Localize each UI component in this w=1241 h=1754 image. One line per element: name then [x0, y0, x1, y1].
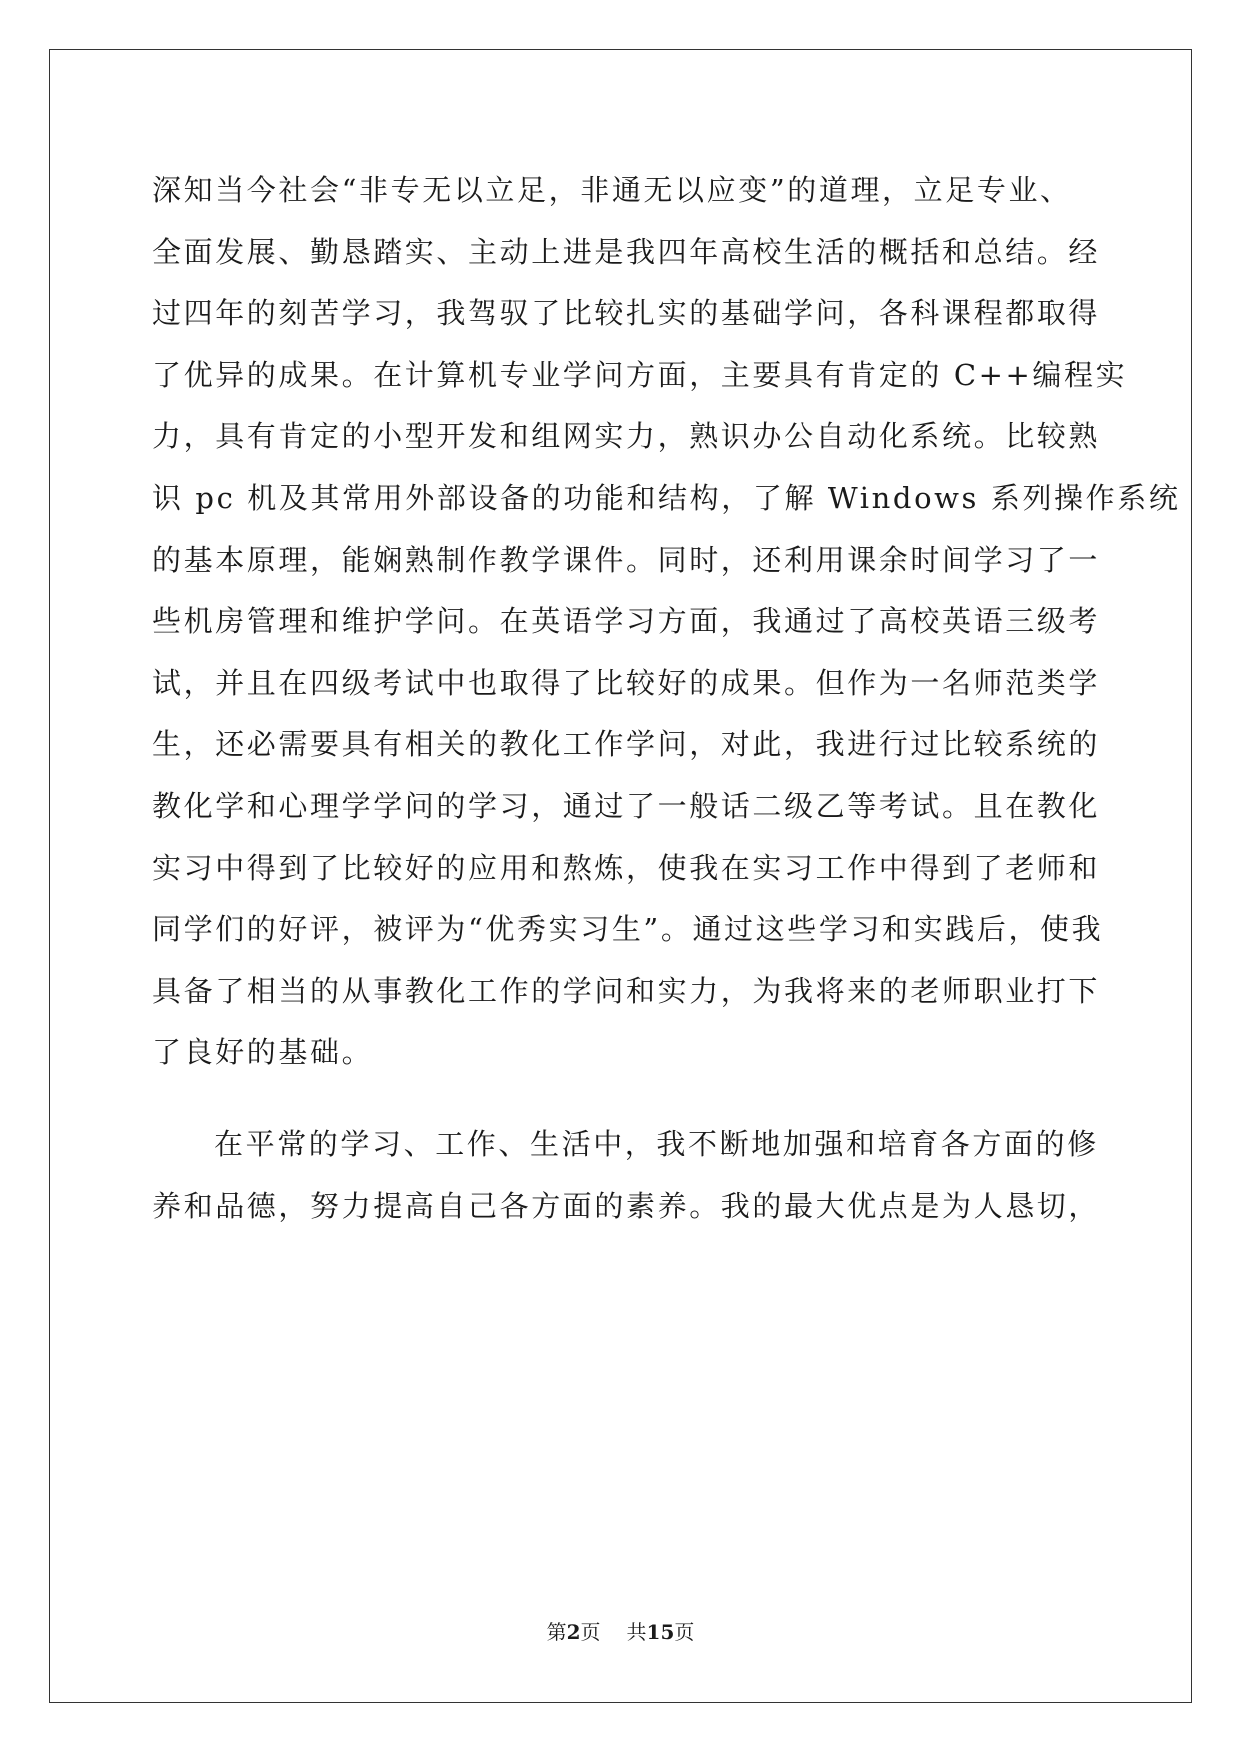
footer-page-prefix: 第	[546, 1620, 567, 1644]
page-footer	[0, 1618, 1241, 1646]
text-line: 识 pc 机及其常用外部设备的功能和结构，了解 Windows 系列操作系统	[152, 480, 1181, 515]
footer-total-pages: 15	[646, 1620, 675, 1644]
text-line: 具备了相当的从事教化工作的学问和实力，为我将来的老师职业打下	[152, 973, 1101, 1008]
text-line: 深知当今社会“非专无以立足，非通无以应变”的道理，立足专业、	[152, 173, 1072, 207]
text-line: 同学们的好评，被评为“优秀实习生”。通过这些学习和实践后，使我	[152, 912, 1104, 947]
footer-total-suffix: 页	[674, 1620, 695, 1644]
text-line: 些机房管理和维护学问。在英语学习方面，我通过了高校英语三级考	[152, 604, 1101, 639]
text-line: 教化学和心理学学问的学习，通过了一般话二级乙等考试。且在教化	[152, 788, 1101, 823]
paragraph-gap	[152, 1084, 1092, 1114]
text-line-indented: 在平常的学习、工作、生活中，我不断地加强和培育各方面的修	[214, 1126, 1099, 1161]
text-line: 实习中得到了比较好的应用和熬炼，使我在实习工作中得到了老师和	[152, 850, 1101, 885]
text-line: 力，具有肯定的小型开发和组网实力，熟识办公自动化系统。比较熟	[152, 419, 1101, 454]
text-line: 的基本原理，能娴熟制作教学课件。同时，还利用课余时间学习了一	[152, 542, 1101, 577]
text-line: 了良好的基础。	[152, 1035, 374, 1070]
footer-page-suffix: 页	[580, 1620, 601, 1644]
footer-total-prefix: 共	[626, 1620, 647, 1644]
footer-page-number: 2	[566, 1620, 581, 1644]
text-line: 生，还必需要具有相关的教化工作学问，对此，我进行过比较系统的	[152, 727, 1101, 762]
text-line: 试，并且在四级考试中也取得了比较好的成果。但作为一名师范类学	[152, 665, 1101, 700]
text-line: 了优异的成果。在计算机专业学问方面，主要具有肯定的 C++编程实	[152, 357, 1128, 392]
text-line: 过四年的刻苦学习，我驾驭了比较扎实的基础学问，各科课程都取得	[152, 296, 1101, 331]
document-body	[152, 160, 1181, 1237]
text-line: 全面发展、勤恳踏实、主动上进是我四年高校生活的概括和总结。经	[152, 234, 1101, 269]
text-line: 养和品德，努力提高自己各方面的素养。我的最大优点是为人恳切，	[152, 1188, 1101, 1223]
